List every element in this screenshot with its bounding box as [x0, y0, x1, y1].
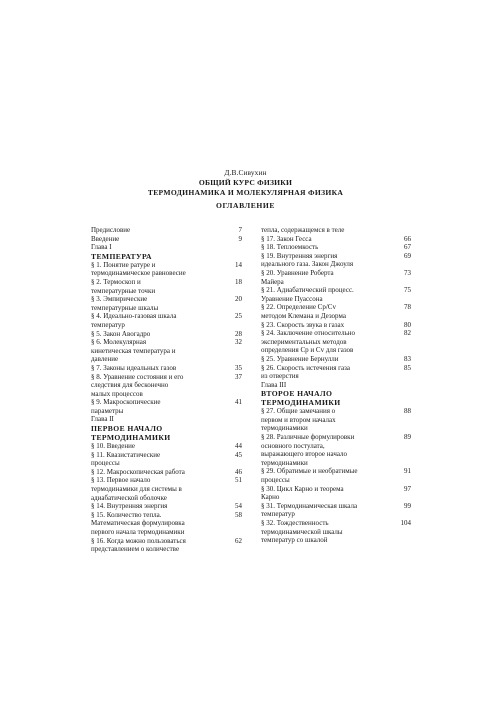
toc-entry-title [91, 278, 228, 295]
toc-entry-line: термодинамической шкалы [261, 527, 343, 536]
toc-entry[interactable] [261, 235, 411, 244]
toc-entry-line: представлением о количестве [91, 545, 180, 554]
toc-entry-line: процессы [261, 476, 290, 485]
toc-entry-line: § 14. Внутренняя энергия [91, 502, 168, 511]
toc-entry-title [91, 243, 228, 252]
toc-entry[interactable] [91, 468, 242, 477]
toc-entry[interactable] [261, 355, 411, 364]
toc-entry[interactable] [261, 467, 411, 484]
toc-entry-line: § 7. Законы идеальных газов [91, 363, 177, 372]
toc-entry[interactable] [261, 364, 411, 381]
toc-entry-title [91, 468, 228, 477]
toc-entry-page: 18 [235, 277, 242, 286]
toc-entry-page: 82 [404, 329, 411, 338]
chapter-heading [261, 389, 411, 407]
toc-entry-title [261, 321, 397, 330]
toc-entry-line: § 17. Закон Гесса [261, 234, 312, 243]
toc-entry[interactable] [91, 415, 242, 424]
toc-entry[interactable] [91, 312, 242, 329]
toc-entry-line: Глава I [91, 243, 112, 252]
toc-entry-title [91, 442, 228, 451]
toc-entry-line: термодинамики [261, 458, 308, 467]
toc-entry-line: термодинамическое равновесие [91, 269, 186, 278]
toc-left-column [91, 226, 242, 554]
toc-entry-line: § 8. Уравнение состояния и его [91, 372, 184, 381]
toc-entry[interactable] [261, 243, 411, 252]
toc-entry-line: § 28. Различные формулировки [261, 433, 355, 442]
toc-entry[interactable] [91, 226, 242, 235]
toc-entry-page: 7 [238, 226, 242, 234]
toc-entry-title [91, 451, 228, 468]
toc-entry[interactable] [261, 226, 411, 235]
toc-entry-page: 99 [404, 501, 411, 510]
chapter-heading [91, 252, 242, 261]
toc-entry-line: § 21. Адиабатический процесс. [261, 286, 354, 295]
toc-entry-line: основного постулата, [261, 441, 325, 450]
toc-entry-line: тепла, содержащемся в теле [261, 226, 345, 234]
toc-entry-line: Математическая формулировка [91, 519, 185, 528]
toc-entry-page: 75 [404, 286, 411, 295]
toc-entry[interactable] [91, 295, 242, 312]
toc-entry-page: 62 [235, 536, 242, 545]
toc-entry[interactable] [91, 235, 242, 244]
toc-entry-title [91, 398, 228, 415]
toc-right-column [261, 226, 411, 545]
toc-entry-title [261, 519, 397, 545]
toc-entry[interactable] [91, 364, 242, 373]
toc-entry-title [261, 329, 397, 355]
toc-entry-title [91, 235, 228, 244]
chapter-heading-line: ТЕМПЕРАТУРА [91, 251, 152, 261]
document-header [0, 168, 491, 211]
toc-entry-page: 41 [235, 398, 242, 407]
toc-entry[interactable] [91, 243, 242, 252]
toc-entry-line: § 12. Макроскопическая работа [91, 467, 185, 476]
toc-entry-page: 37 [235, 372, 242, 381]
toc-entry[interactable] [91, 476, 242, 502]
toc-entry-title [91, 415, 228, 424]
toc-entry-line: § 27. Общие замечания о [261, 407, 336, 416]
toc-entry[interactable] [261, 269, 411, 286]
toc-entry[interactable] [91, 373, 242, 399]
toc-entry-page: 104 [400, 519, 411, 527]
toc-entry-line: Глава II [91, 415, 114, 424]
toc-entry[interactable] [91, 398, 242, 415]
toc-entry-title [91, 226, 228, 235]
toc-entry[interactable] [261, 519, 411, 545]
toc-entry-title [261, 235, 397, 244]
toc-entry-page: 44 [235, 442, 242, 451]
book-title: ОБЩИЙ КУРС ФИЗИКИ [198, 178, 293, 187]
toc-entry-page: 58 [235, 510, 242, 519]
toc-entry[interactable] [91, 261, 242, 278]
toc-entry-title [261, 243, 397, 252]
toc-entry-line: § 15. Количество тепла. [91, 510, 162, 519]
toc-entry-page: 89 [404, 433, 411, 442]
toc-entry-line: § 19. Внутренняя энергия [261, 251, 338, 260]
toc-entry-title [91, 537, 228, 554]
toc-entry-title [261, 381, 397, 390]
toc-entry-page: 25 [235, 312, 242, 321]
toc-entry-page: 97 [404, 484, 411, 493]
toc-entry-line: выражающего второе начало [261, 450, 348, 459]
toc-entry[interactable] [91, 278, 242, 295]
toc-entry[interactable] [91, 442, 242, 451]
toc-entry-title [261, 286, 397, 303]
toc-entry[interactable] [91, 330, 242, 339]
toc-entry-title [91, 330, 228, 339]
toc-entry-line: следствия для бесконечно [91, 381, 169, 390]
toc-entry-line: § 23. Скорость звука в газах [261, 320, 345, 329]
toc-entry[interactable] [261, 433, 411, 467]
toc-entry-line: первом и втором началах [261, 415, 336, 424]
toc-entry-title [91, 261, 228, 278]
toc-entry-page: 88 [404, 407, 411, 416]
toc-entry-page: 66 [404, 234, 411, 243]
toc-entry-title [91, 312, 228, 329]
toc-entry-line: § 24. Заключение относительно [261, 329, 356, 338]
book-subtitle: ТЕРМОДИНАМИКА И МОЛЕКУЛЯРНАЯ ФИЗИКА [147, 188, 344, 197]
toc-entry-page: 14 [235, 260, 242, 269]
toc-entry-title [91, 295, 228, 312]
toc-entry-page: 45 [235, 450, 242, 459]
toc-entry-line: Глава III [261, 380, 287, 389]
toc-entry-line: § 13. Первое начало [91, 476, 151, 485]
toc-entry-line: Введение [91, 234, 120, 243]
toc-entry-line: § 9. Макроскопические [91, 398, 161, 407]
toc-entry[interactable] [91, 537, 242, 554]
toc-entry[interactable] [261, 329, 411, 355]
toc-entry-line: Предисловие [91, 226, 131, 234]
toc-entry[interactable] [91, 338, 242, 364]
toc-entry-title [261, 226, 397, 235]
toc-entry-line: Уравнение Пуассона [261, 294, 323, 303]
toc-entry-title [91, 338, 228, 364]
toc-entry-line: § 6. Молекулярная [91, 338, 147, 347]
toc-entry[interactable] [261, 286, 411, 303]
toc-entry[interactable] [91, 451, 242, 468]
toc-entry-line: § 11. Квазистатические [91, 450, 161, 459]
toc-entry-line: § 20. Уравнение Роберта [261, 268, 334, 277]
toc-entry-title [91, 511, 228, 537]
toc-entry-title [261, 485, 397, 502]
toc-entry-line: первого начала термодинамики [91, 528, 185, 536]
toc-entry-line: § 30. Цикл Карно и теорема [261, 484, 344, 493]
toc-entry-line: термодинамики [261, 424, 308, 433]
toc-entry-page: 83 [404, 354, 411, 363]
toc-entry-page: 9 [238, 234, 242, 243]
toc-entry-title [261, 407, 397, 433]
toc-entry-title [261, 467, 397, 484]
toc-entry-page: 67 [404, 243, 411, 252]
toc-entry-line: идеального газа. Закон Джоуля [261, 260, 354, 269]
toc-entry[interactable] [261, 407, 411, 433]
toc-entry-line: § 31. Термодинамическая шкала [261, 501, 358, 510]
toc-entry-page: 69 [404, 251, 411, 260]
toc-entry-page: 28 [235, 329, 242, 338]
toc-entry-title [91, 364, 228, 373]
toc-entry[interactable] [91, 511, 242, 537]
toc-entry-line: § 25. Уравнение Бернулли [261, 354, 339, 363]
toc-entry-line: кинетическая температура и [91, 346, 176, 355]
toc-entry-line: параметры [91, 406, 124, 415]
toc-entry-line: § 22. Определение Cp/Cv [261, 303, 336, 312]
toc-entry-line: методом Клемана и Дезорма [261, 311, 346, 320]
toc-entry-line: § 18. Теплоемкость [261, 243, 319, 252]
toc-entry-line: экспериментальных методов [261, 337, 347, 346]
toc-entry-title [261, 364, 397, 381]
toc-entry-line: из отверстия [261, 372, 299, 381]
toc-entry-line: § 4. Идеально-газовая шкала [91, 312, 177, 321]
toc-entry-line: § 32. Тождественность [261, 519, 329, 527]
toc-entry[interactable] [261, 303, 411, 320]
toc-entry-page: 46 [235, 467, 242, 476]
chapter-heading-line: ПЕРВОЕ НАЧАЛО [91, 424, 163, 434]
toc-entry-title [261, 252, 397, 269]
toc-entry-line: адиабатической оболочке [91, 493, 167, 502]
toc-entry-page: 32 [235, 338, 242, 347]
toc-entry-line: определения Cp и Cv для газов [261, 346, 354, 355]
toc-entry[interactable] [261, 502, 411, 519]
toc-entry-title [261, 502, 397, 519]
toc-entry-title [261, 269, 397, 286]
toc-entry-line: § 5. Закон Авогадро [91, 329, 151, 338]
toc-entry-page: 78 [404, 303, 411, 312]
toc-entry-title [261, 433, 397, 467]
toc-entry-line: термодинамики для системы в [91, 485, 182, 494]
toc-entry-page: 51 [235, 476, 242, 485]
chapter-heading-line: ВТОРОЕ НАЧАЛО [261, 389, 333, 399]
toc-entry-title [261, 303, 397, 320]
chapter-heading [91, 424, 242, 442]
toc-entry[interactable] [261, 321, 411, 330]
toc-entry-title [91, 476, 228, 502]
toc-entry-title [91, 502, 228, 511]
toc-entry-title [91, 373, 228, 399]
toc-entry-page: 91 [404, 467, 411, 476]
author: Д.В.Сивухин [224, 168, 267, 177]
toc-entry-line: § 26. Скорость истечения газа [261, 363, 351, 372]
toc-entry-page: 80 [404, 320, 411, 329]
toc-entry-title [261, 355, 397, 364]
toc-entry-page: 85 [404, 363, 411, 372]
toc-entry-line: § 29. Обратимые и необратимые [261, 467, 358, 476]
toc-entry-line: § 1. Понятие ратуре и [91, 260, 156, 269]
toc-entry[interactable] [91, 502, 242, 511]
toc-entry-line: температур со шкалой [261, 536, 328, 545]
toc-entry-line: § 3. Эмпирические [91, 295, 148, 304]
toc-entry-page: 54 [235, 502, 242, 511]
toc-entry-line: температурные шкалы [91, 303, 159, 312]
chapter-heading-line: ТЕРМОДИНАМИКИ [91, 433, 171, 443]
toc-entry-page: 20 [235, 295, 242, 304]
toc-entry-line: § 10. Введение [91, 442, 135, 451]
toc-entry-page: 73 [404, 268, 411, 277]
toc-heading: ОГЛАВЛЕНИЕ [215, 201, 276, 210]
toc-entry[interactable] [261, 485, 411, 502]
toc-entry[interactable] [261, 381, 411, 390]
toc-entry-line: температур [91, 320, 125, 329]
toc-entry-line: Карно [261, 493, 280, 502]
toc-entry-line: температур [261, 510, 295, 519]
toc-entry-line: § 2. Термоскоп и [91, 277, 141, 286]
toc-entry-line: процессы [91, 459, 120, 468]
toc-entry-line: малых процессов [91, 389, 143, 398]
chapter-heading-line: ТЕРМОДИНАМИКИ [261, 398, 341, 408]
toc-entry-page: 35 [235, 363, 242, 372]
toc-entry-line: Майера [261, 277, 284, 286]
toc-entry-line: температурные точки [91, 286, 156, 295]
toc-entry-line: § 16. Когда можно пользоваться [91, 536, 186, 545]
toc-entry[interactable] [261, 252, 411, 269]
toc-entry-line: давление [91, 355, 119, 364]
